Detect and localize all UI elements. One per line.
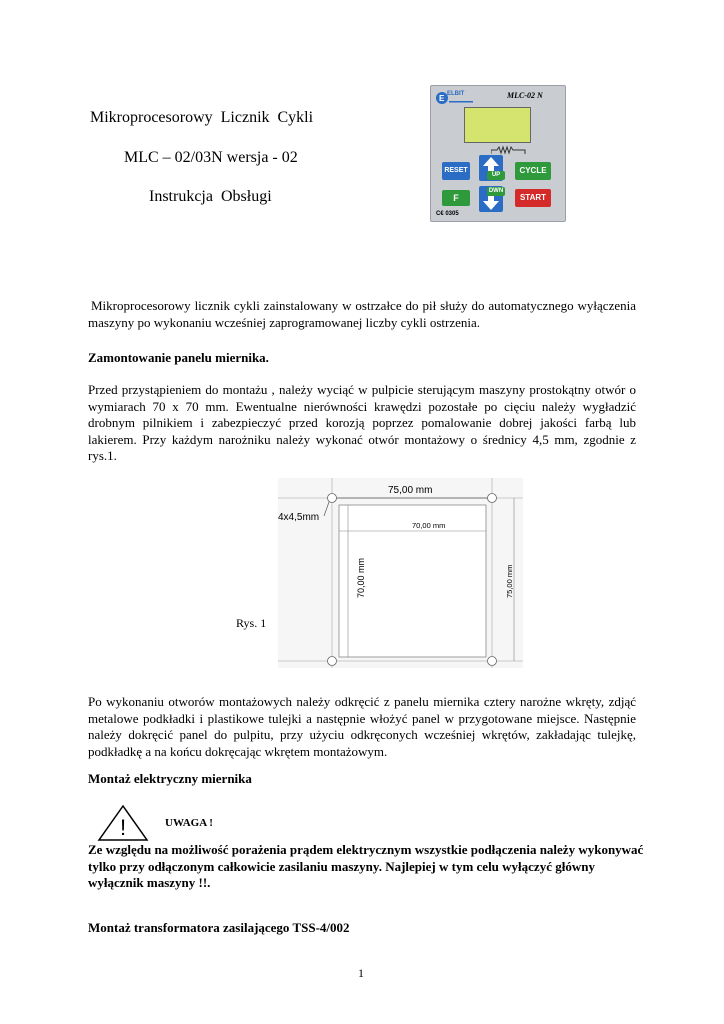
- mounting-diagram: [278, 478, 523, 668]
- title-line-2: MLC – 02/03N wersja - 02: [124, 149, 298, 166]
- svg-text:!: !: [120, 815, 127, 840]
- dim-inner-vertical-label: 70,00 mm: [356, 557, 366, 598]
- title-line-3: Instrukcja Obsługi: [149, 188, 272, 205]
- section-heading-transformer: Montaż transformatora zasilającego TSS-4/002: [88, 920, 350, 935]
- hole-label: 4x4,5mm: [278, 512, 320, 523]
- warning-label: UWAGA !: [165, 817, 213, 829]
- device-logo-text: ELBIT: [447, 91, 465, 97]
- mounting-hole: [488, 494, 497, 503]
- lcd-display: [464, 107, 531, 143]
- dim-inner-label: 70,00 mm: [412, 521, 446, 530]
- mounting-hole: [328, 494, 337, 503]
- ce-mark: C€ 0305: [436, 211, 459, 217]
- reset-button[interactable]: RESET: [442, 162, 470, 180]
- section-heading-mounting: Zamontowanie panelu miernika.: [88, 350, 269, 365]
- warning-triangle-icon: [97, 804, 149, 842]
- warning-text: Ze względu na możliwość porażenia prądem elektrycznym wszystkie podłączenia należy wykonywać tylko przy odłączonym całkowicie zasilaniu maszyny. Najlepiej w tym celu wyłączyć główny wyłącznik maszyny !!.: [88, 842, 644, 890]
- resistor-symbol-icon: [491, 145, 527, 155]
- svg-text:E: E: [439, 94, 445, 103]
- dim-outer-label: 75,00 mm: [388, 485, 433, 496]
- cycle-button[interactable]: CYCLE: [515, 162, 551, 180]
- section-body-mounting: Przed przystąpieniem do montażu , należy wyciąć w pulpicie sterującym maszyny prostokątny otwór o wymiarach 70 x 70 mm. Ewentualne nierówności krawędzi pozostałe po cięciu należy wygładzić drobnym pilnikiem i zabezpieczyć przed korozją poprzez pomalowanie dobrej jakości farbą lub lakierem. Przy każdym narożniku należy wykonać otwór montażowy o średnicy 4,5 mm, zgodnie z rys.1.: [88, 382, 636, 463]
- page-number: 1: [358, 966, 364, 980]
- title-line-1: Mikroprocesorowy Licznik Cykli: [90, 109, 314, 126]
- arrow-down-icon: [479, 194, 503, 212]
- mounting-hole: [328, 657, 337, 666]
- device-model: MLC-02 N: [507, 91, 543, 100]
- start-button[interactable]: START: [515, 189, 551, 207]
- figure-caption: Rys. 1: [236, 616, 267, 630]
- intro-paragraph: Mikroprocesorowy licznik cykli zainstalowany w ostrzałce do pił służy do automatycznego wyłączenia maszyny po wykonaniu wcześniej zaprogramowanej liczby cykli ostrzenia.: [88, 298, 636, 330]
- mounting-hole: [488, 657, 497, 666]
- dwn-label: DWN: [488, 188, 504, 194]
- section-heading-electrical: Montaż elektryczny miernika: [88, 771, 252, 786]
- dim-outer-vertical-label: 75,00 mm: [505, 564, 514, 598]
- up-label: UP: [487, 171, 505, 180]
- device-panel-image: [430, 85, 566, 222]
- section-body-after-figure: Po wykonaniu otworów montażowych należy odkręcić z panelu miernika cztery narożne wkręty, zdjąć metalowe podkładki i plastikowe tulejki a następnie włożyć panel w przygotowane miejsce. Następnie należy dokręcić panel do pulpitu, przy użyciu odkręconych wcześniej wkrętów, zakładając tulejkę, podkładkę a na końcu dokręcając wkrętem montażowym.: [88, 694, 636, 759]
- f-button[interactable]: F: [442, 190, 470, 206]
